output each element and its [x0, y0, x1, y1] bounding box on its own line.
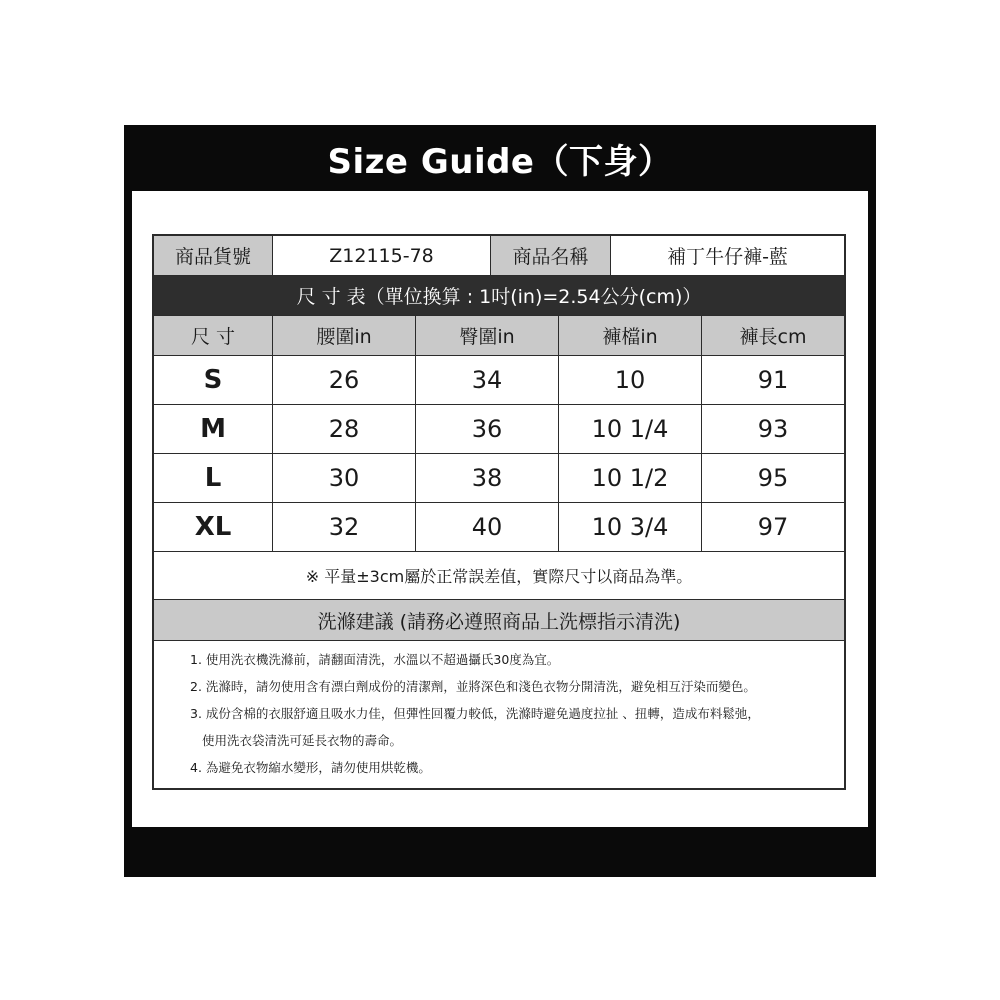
care-line: 4. 為避免衣物縮水變形，請勿使用烘乾機。 [190, 760, 431, 775]
size-table-header-row [154, 315, 844, 355]
measurement-note: ※ 平量±3cm屬於正常誤差值，實際尺寸以商品為準。 [305, 567, 693, 586]
length-cell: 97 [701, 503, 844, 551]
column-header-size: 尺 寸 [190, 326, 236, 348]
rise-cell: 10 [558, 356, 701, 404]
size-guide-table [152, 234, 846, 790]
care-title: 洗滌建議 (請務必遵照商品上洗標指示清洗) [317, 610, 681, 633]
product-code-label: 商品貨號 [154, 236, 272, 275]
measurement-note-row [154, 551, 844, 599]
size-table-banner: 尺 寸 表（單位換算 : 1吋(in)=2.54公分(cm)） [296, 286, 702, 308]
product-info-row [154, 236, 844, 275]
table-row [154, 453, 844, 502]
care-banner-row [154, 599, 844, 640]
product-name-label: 商品名稱 [490, 236, 610, 275]
column-header-length: 褲長cm [701, 316, 844, 355]
hip-cell: 36 [415, 405, 558, 453]
size-guide-frame [124, 125, 876, 877]
care-line: 1. 使用洗衣機洗滌前，請翻面清洗，水溫以不超過攝氏30度為宜。 [190, 652, 560, 667]
length-cell: 91 [701, 356, 844, 404]
care-line: 2. 洗滌時，請勿使用含有漂白劑成份的清潔劑，並將深色和淺色衣物分開清洗，避免相互汙染而變色。 [190, 679, 756, 694]
size-cell: L [204, 463, 222, 493]
care-line: 使用洗衣袋清洗可延長衣物的壽命。 [202, 733, 403, 748]
column-header-waist: 腰圍in [272, 316, 415, 355]
rise-cell: 10 1/4 [558, 405, 701, 453]
size-table-banner-row [154, 275, 844, 315]
page-title: Size Guide（下身） [327, 141, 673, 182]
table-row [154, 502, 844, 551]
hip-cell: 38 [415, 454, 558, 502]
waist-cell: 32 [272, 503, 415, 551]
care-instructions [154, 641, 844, 788]
size-cell: M [200, 414, 226, 444]
column-header-hip: 臀圍in [415, 316, 558, 355]
rise-cell: 10 3/4 [558, 503, 701, 551]
size-cell: S [203, 365, 223, 395]
table-row [154, 404, 844, 453]
product-code-value: Z12115-78 [272, 236, 490, 275]
column-header-rise: 褲檔in [558, 316, 701, 355]
waist-cell: 26 [272, 356, 415, 404]
waist-cell: 30 [272, 454, 415, 502]
size-cell: XL [194, 512, 232, 542]
rise-cell: 10 1/2 [558, 454, 701, 502]
waist-cell: 28 [272, 405, 415, 453]
length-cell: 93 [701, 405, 844, 453]
care-instructions-row [154, 640, 844, 788]
care-line: 3. 成份含棉的衣服舒適且吸水力佳，但彈性回覆力較低，洗滌時避免過度拉扯 、扭轉，造成布料鬆弛， [190, 706, 760, 721]
table-row [154, 355, 844, 404]
content-panel [132, 191, 868, 827]
length-cell: 95 [701, 454, 844, 502]
product-name-value: 補丁牛仔褲-藍 [610, 236, 844, 275]
hip-cell: 40 [415, 503, 558, 551]
hip-cell: 34 [415, 356, 558, 404]
